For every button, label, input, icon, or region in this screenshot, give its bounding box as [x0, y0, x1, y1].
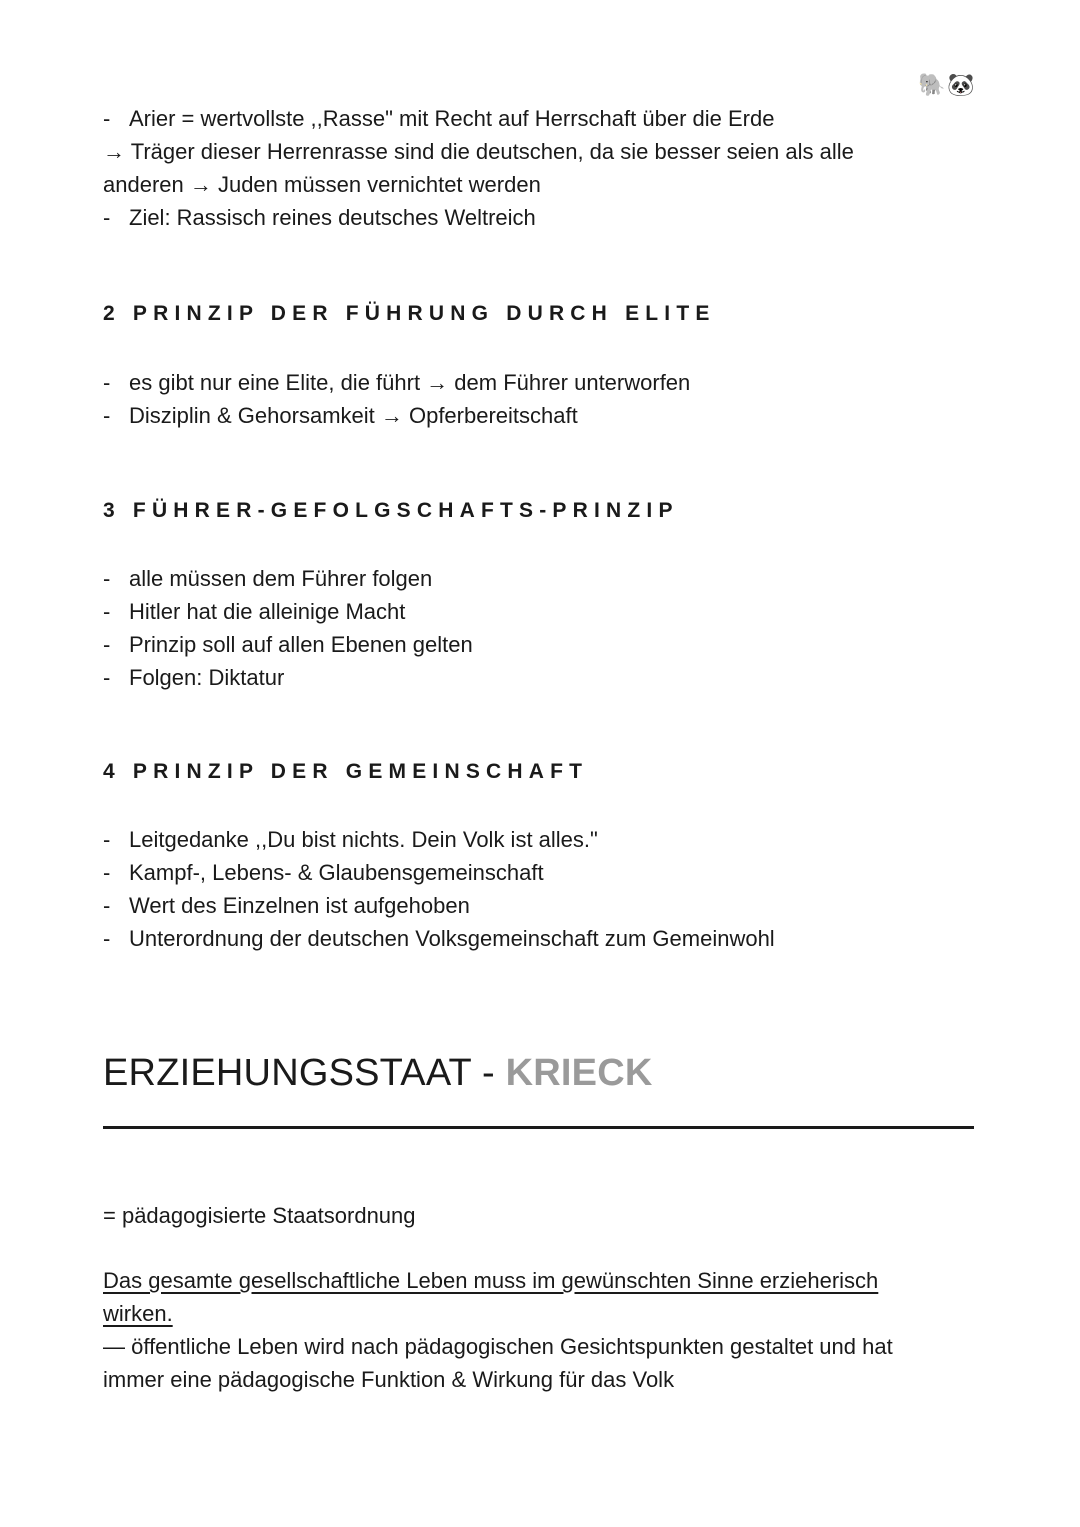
list-item: - Unterordnung der deutschen Volksgemeinschaft zum Gemeinwohl — [103, 922, 983, 955]
explanation-line-2: immer eine pädagogische Funktion & Wirkung für das Volk — [103, 1367, 675, 1392]
text-line: anderen → Juden müssen vernichtet werden — [103, 172, 541, 197]
list-item: - Folgen: Diktatur — [103, 661, 983, 694]
list-item: - Ziel: Rassisch reines deutsches Weltreich — [103, 201, 983, 234]
section-heading-2: 2 PRINZIP DER FÜHRUNG DURCH ELITE — [103, 302, 716, 325]
section-heading-4: 4 PRINZIP DER GEMEINSCHAFT — [103, 760, 589, 783]
list-item: - es gibt nur eine Elite, die führt → dem Führer unterworfen — [103, 366, 983, 399]
list-item: - Wert des Einzelnen ist aufgehoben — [103, 889, 983, 922]
list-item: - Prinzip soll auf allen Ebenen gelten — [103, 628, 983, 661]
list-item: - Disziplin & Gehorsamkeit → Opferbereitschaft — [103, 399, 983, 432]
main-title-highlight: KRIECK — [505, 1052, 653, 1094]
body-block — [103, 1264, 983, 1396]
intro-block — [103, 102, 983, 234]
definition-block — [103, 1199, 983, 1232]
underlined-statement-line-1: Das gesamte gesellschaftliche Leben muss im gewünschten Sinne erzieherisch — [103, 1268, 879, 1293]
definition-text: = pädagogisierte Staatsordnung — [103, 1203, 416, 1228]
list-item: - Arier = wertvollste ,,Rasse" mit Recht auf Herrschaft über die Erde — [103, 102, 983, 135]
list-item: - Kampf-, Lebens- & Glaubensgemeinschaft — [103, 856, 983, 889]
text-line: → Träger dieser Herrenrasse sind die deutschen, da sie besser seien als alle — [103, 139, 854, 164]
section-list-4 — [103, 823, 983, 955]
main-title-text: ERZIEHUNGSSTAAT - — [103, 1052, 506, 1094]
main-title — [103, 1052, 653, 1095]
list-item: - Leitgedanke ,,Du bist nichts. Dein Volk ist alles." — [103, 823, 983, 856]
section-list-2 — [103, 366, 983, 432]
explanation-line-1: — öffentliche Leben wird nach pädagogischen Gesichtspunkten gestaltet und hat — [103, 1334, 893, 1359]
emoji-decoration: 🐘🐼 — [918, 72, 977, 97]
list-item: - Hitler hat die alleinige Macht — [103, 595, 983, 628]
underlined-statement-line-2: wirken. — [103, 1301, 173, 1326]
title-divider — [103, 1126, 974, 1129]
section-list-3 — [103, 562, 983, 694]
list-item: - alle müssen dem Führer folgen — [103, 562, 983, 595]
section-heading-3: 3 FÜHRER-GEFOLGSCHAFTS-PRINZIP — [103, 499, 679, 522]
